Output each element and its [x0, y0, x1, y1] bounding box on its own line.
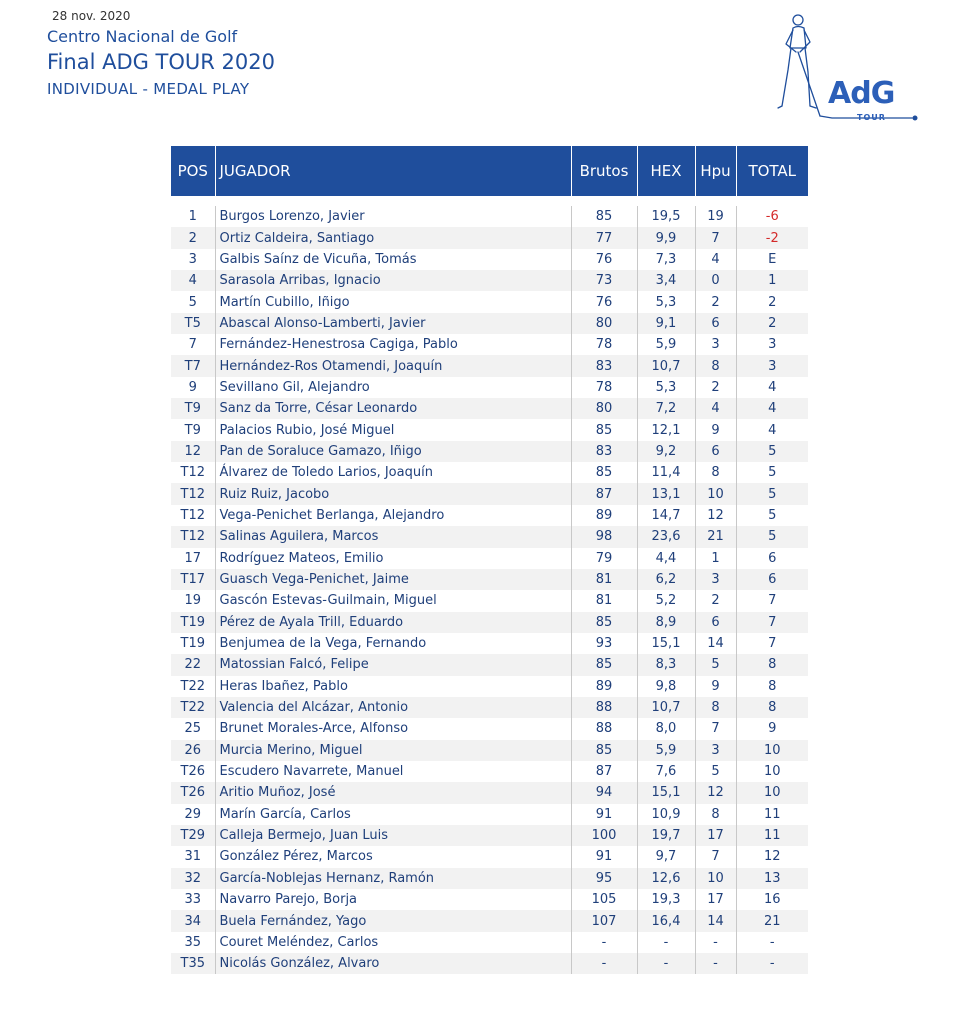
table-row — [171, 654, 808, 675]
hex-cell: 7,6 — [637, 761, 695, 782]
hex-cell: 16,4 — [637, 910, 695, 931]
player-name-cell: Gascón Estevas-Guilmain, Miguel — [215, 590, 571, 611]
total-cell: -6 — [736, 206, 808, 227]
table-row — [171, 249, 808, 270]
brutos-cell: 85 — [571, 462, 637, 483]
total-cell: 16 — [736, 889, 808, 910]
total-cell: 4 — [736, 398, 808, 419]
brutos-cell: 73 — [571, 270, 637, 291]
table-row — [171, 313, 808, 334]
player-name-cell: Navarro Parejo, Borja — [215, 889, 571, 910]
total-cell: 10 — [736, 782, 808, 803]
total-cell: - — [736, 932, 808, 953]
brutos-cell: 79 — [571, 548, 637, 569]
player-name-cell: Martín Cubillo, Iñigo — [215, 291, 571, 312]
total-cell: 11 — [736, 825, 808, 846]
pos-cell: T7 — [171, 355, 215, 376]
table-row — [171, 910, 808, 931]
total-cell: 5 — [736, 526, 808, 547]
hex-cell: 19,5 — [637, 206, 695, 227]
hex-cell: 10,7 — [637, 697, 695, 718]
table-row — [171, 462, 808, 483]
hex-cell: 19,3 — [637, 889, 695, 910]
player-name-cell: Buela Fernández, Yago — [215, 910, 571, 931]
table-row — [171, 612, 808, 633]
total-cell: 2 — [736, 313, 808, 334]
player-name-cell: Murcia Merino, Miguel — [215, 740, 571, 761]
hpu-cell: 2 — [695, 291, 736, 312]
table-row — [171, 334, 808, 355]
brutos-cell: 85 — [571, 654, 637, 675]
brutos-cell: 88 — [571, 718, 637, 739]
hex-cell: 3,4 — [637, 270, 695, 291]
hpu-cell: - — [695, 932, 736, 953]
hpu-cell: 6 — [695, 313, 736, 334]
total-cell: 3 — [736, 334, 808, 355]
brutos-cell: 87 — [571, 761, 637, 782]
table-row — [171, 868, 808, 889]
col-header-hpu: Hpu — [695, 146, 736, 196]
hpu-cell: 1 — [695, 548, 736, 569]
hpu-cell: 0 — [695, 270, 736, 291]
report-date: 28 nov. 2020 — [52, 9, 131, 23]
hpu-cell: 17 — [695, 889, 736, 910]
brutos-cell: 87 — [571, 483, 637, 504]
hpu-cell: - — [695, 953, 736, 974]
table-row — [171, 270, 808, 291]
pos-cell: T12 — [171, 483, 215, 504]
pos-cell: 9 — [171, 377, 215, 398]
brutos-cell: - — [571, 932, 637, 953]
hex-cell: 23,6 — [637, 526, 695, 547]
total-cell: 11 — [736, 804, 808, 825]
hpu-cell: 2 — [695, 377, 736, 398]
table-row — [171, 846, 808, 867]
pos-cell: T17 — [171, 569, 215, 590]
table-row — [171, 505, 808, 526]
table-row — [171, 206, 808, 227]
hex-cell: 15,1 — [637, 782, 695, 803]
total-cell: 2 — [736, 291, 808, 312]
player-name-cell: Marín García, Carlos — [215, 804, 571, 825]
table-row — [171, 398, 808, 419]
pos-cell: 22 — [171, 654, 215, 675]
hpu-cell: 10 — [695, 483, 736, 504]
table-row — [171, 761, 808, 782]
pos-cell: 19 — [171, 590, 215, 611]
pos-cell: T12 — [171, 505, 215, 526]
pos-cell: T22 — [171, 676, 215, 697]
hpu-cell: 17 — [695, 825, 736, 846]
hpu-cell: 21 — [695, 526, 736, 547]
player-name-cell: Abascal Alonso-Lamberti, Javier — [215, 313, 571, 334]
hex-cell: 8,9 — [637, 612, 695, 633]
total-cell: 4 — [736, 377, 808, 398]
brutos-cell: 107 — [571, 910, 637, 931]
brutos-cell: 77 — [571, 227, 637, 248]
hpu-cell: 7 — [695, 846, 736, 867]
table-header-row — [171, 146, 808, 196]
player-name-cell: Valencia del Alcázar, Antonio — [215, 697, 571, 718]
hpu-cell: 12 — [695, 782, 736, 803]
player-name-cell: Rodríguez Mateos, Emilio — [215, 548, 571, 569]
table-row — [171, 740, 808, 761]
brutos-cell: 91 — [571, 804, 637, 825]
venue-name: Centro Nacional de Golf — [47, 27, 238, 46]
total-cell: 8 — [736, 697, 808, 718]
pos-cell: T22 — [171, 697, 215, 718]
hex-cell: 10,9 — [637, 804, 695, 825]
total-cell: E — [736, 249, 808, 270]
player-name-cell: González Pérez, Marcos — [215, 846, 571, 867]
hpu-cell: 8 — [695, 462, 736, 483]
hpu-cell: 9 — [695, 676, 736, 697]
pos-cell: 35 — [171, 932, 215, 953]
brutos-cell: 85 — [571, 740, 637, 761]
hex-cell: 8,0 — [637, 718, 695, 739]
total-cell: 9 — [736, 718, 808, 739]
table-row — [171, 953, 808, 974]
total-cell: 7 — [736, 612, 808, 633]
pos-cell: 2 — [171, 227, 215, 248]
logo-wordmark: AdG — [828, 76, 895, 111]
brutos-cell: 76 — [571, 291, 637, 312]
hex-cell: 11,4 — [637, 462, 695, 483]
pos-cell: 33 — [171, 889, 215, 910]
hex-cell: 5,9 — [637, 740, 695, 761]
hex-cell: 9,2 — [637, 441, 695, 462]
table-row — [171, 889, 808, 910]
hex-cell: 19,7 — [637, 825, 695, 846]
player-name-cell: Ortiz Caldeira, Santiago — [215, 227, 571, 248]
hex-cell: 6,2 — [637, 569, 695, 590]
player-name-cell: Ruiz Ruiz, Jacobo — [215, 483, 571, 504]
total-cell: 4 — [736, 419, 808, 440]
player-name-cell: Brunet Morales-Arce, Alfonso — [215, 718, 571, 739]
table-row — [171, 676, 808, 697]
player-name-cell: Pérez de Ayala Trill, Eduardo — [215, 612, 571, 633]
brutos-cell: 80 — [571, 398, 637, 419]
pos-cell: 29 — [171, 804, 215, 825]
hex-cell: 5,3 — [637, 291, 695, 312]
brutos-cell: 89 — [571, 676, 637, 697]
pos-cell: T26 — [171, 761, 215, 782]
table-row — [171, 548, 808, 569]
pos-cell: 5 — [171, 291, 215, 312]
pos-cell: T29 — [171, 825, 215, 846]
table-row — [171, 804, 808, 825]
hex-cell: - — [637, 953, 695, 974]
player-name-cell: Aritio Muñoz, José — [215, 782, 571, 803]
pos-cell: T19 — [171, 633, 215, 654]
pos-cell: 4 — [171, 270, 215, 291]
total-cell: 13 — [736, 868, 808, 889]
total-cell: 7 — [736, 590, 808, 611]
pos-cell: 25 — [171, 718, 215, 739]
logo-subtitle: TOUR — [857, 113, 886, 122]
table-row — [171, 377, 808, 398]
pos-cell: 1 — [171, 206, 215, 227]
hpu-cell: 8 — [695, 804, 736, 825]
brutos-cell: 83 — [571, 441, 637, 462]
player-name-cell: Hernández-Ros Otamendi, Joaquín — [215, 355, 571, 376]
event-format: INDIVIDUAL - MEDAL PLAY — [47, 80, 250, 98]
brutos-cell: 89 — [571, 505, 637, 526]
hpu-cell: 4 — [695, 249, 736, 270]
table-row — [171, 227, 808, 248]
total-cell: 10 — [736, 740, 808, 761]
hex-cell: 9,9 — [637, 227, 695, 248]
player-name-cell: Vega-Penichet Berlanga, Alejandro — [215, 505, 571, 526]
hex-cell: 7,2 — [637, 398, 695, 419]
hex-cell: 4,4 — [637, 548, 695, 569]
col-header-brutos: Brutos — [571, 146, 637, 196]
hpu-cell: 7 — [695, 227, 736, 248]
hpu-cell: 5 — [695, 761, 736, 782]
leaderboard-table — [171, 146, 808, 974]
brutos-cell: 98 — [571, 526, 637, 547]
hpu-cell: 14 — [695, 910, 736, 931]
hex-cell: 5,2 — [637, 590, 695, 611]
total-cell: 8 — [736, 654, 808, 675]
table-row — [171, 483, 808, 504]
hpu-cell: 8 — [695, 697, 736, 718]
hex-cell: 13,1 — [637, 483, 695, 504]
player-name-cell: Sarasola Arribas, Ignacio — [215, 270, 571, 291]
total-cell: -2 — [736, 227, 808, 248]
hex-cell: - — [637, 932, 695, 953]
pos-cell: T26 — [171, 782, 215, 803]
pos-cell: T9 — [171, 398, 215, 419]
hpu-cell: 3 — [695, 569, 736, 590]
player-name-cell: Couret Meléndez, Carlos — [215, 932, 571, 953]
player-name-cell: Heras Ibañez, Pablo — [215, 676, 571, 697]
table-row — [171, 825, 808, 846]
brutos-cell: 91 — [571, 846, 637, 867]
player-name-cell: Calleja Bermejo, Juan Luis — [215, 825, 571, 846]
hpu-cell: 6 — [695, 441, 736, 462]
brutos-cell: 85 — [571, 419, 637, 440]
player-name-cell: Fernández-Henestrosa Cagiga, Pablo — [215, 334, 571, 355]
brutos-cell: 81 — [571, 569, 637, 590]
table-row — [171, 526, 808, 547]
pos-cell: T5 — [171, 313, 215, 334]
pos-cell: T9 — [171, 419, 215, 440]
hpu-cell: 10 — [695, 868, 736, 889]
hpu-cell: 3 — [695, 334, 736, 355]
table-row — [171, 569, 808, 590]
player-name-cell: Salinas Aguilera, Marcos — [215, 526, 571, 547]
brutos-cell: 83 — [571, 355, 637, 376]
player-name-cell: Nicolás González, Alvaro — [215, 953, 571, 974]
table-row — [171, 633, 808, 654]
col-header-hex: HEX — [637, 146, 695, 196]
header-spacer — [171, 196, 808, 206]
table-row — [171, 291, 808, 312]
hex-cell: 5,9 — [637, 334, 695, 355]
hex-cell: 10,7 — [637, 355, 695, 376]
total-cell: - — [736, 953, 808, 974]
brutos-cell: 85 — [571, 206, 637, 227]
hpu-cell: 7 — [695, 718, 736, 739]
table-row — [171, 932, 808, 953]
total-cell: 12 — [736, 846, 808, 867]
pos-cell: T35 — [171, 953, 215, 974]
player-name-cell: Matossian Falcó, Felipe — [215, 654, 571, 675]
hex-cell: 15,1 — [637, 633, 695, 654]
brutos-cell: 105 — [571, 889, 637, 910]
brutos-cell: 81 — [571, 590, 637, 611]
player-name-cell: Palacios Rubio, José Miguel — [215, 419, 571, 440]
pos-cell: 17 — [171, 548, 215, 569]
hpu-cell: 9 — [695, 419, 736, 440]
hpu-cell: 4 — [695, 398, 736, 419]
col-header-jugador: JUGADOR — [215, 146, 571, 196]
brutos-cell: 94 — [571, 782, 637, 803]
hpu-cell: 3 — [695, 740, 736, 761]
pos-cell: 12 — [171, 441, 215, 462]
table-row — [171, 718, 808, 739]
pos-cell: T19 — [171, 612, 215, 633]
total-cell: 5 — [736, 483, 808, 504]
hpu-cell: 2 — [695, 590, 736, 611]
total-cell: 8 — [736, 676, 808, 697]
brutos-cell: 93 — [571, 633, 637, 654]
pos-cell: 34 — [171, 910, 215, 931]
total-cell: 6 — [736, 569, 808, 590]
total-cell: 5 — [736, 505, 808, 526]
event-title: Final ADG TOUR 2020 — [47, 50, 275, 74]
hpu-cell: 19 — [695, 206, 736, 227]
total-cell: 10 — [736, 761, 808, 782]
brutos-cell: 78 — [571, 334, 637, 355]
brutos-cell: - — [571, 953, 637, 974]
col-header-total: TOTAL — [736, 146, 808, 196]
hex-cell: 14,7 — [637, 505, 695, 526]
hex-cell: 9,8 — [637, 676, 695, 697]
brutos-cell: 78 — [571, 377, 637, 398]
player-name-cell: García-Noblejas Hernanz, Ramón — [215, 868, 571, 889]
player-name-cell: Escudero Navarrete, Manuel — [215, 761, 571, 782]
pos-cell: T12 — [171, 462, 215, 483]
hpu-cell: 8 — [695, 355, 736, 376]
hex-cell: 5,3 — [637, 377, 695, 398]
hpu-cell: 5 — [695, 654, 736, 675]
pos-cell: T12 — [171, 526, 215, 547]
hpu-cell: 14 — [695, 633, 736, 654]
hex-cell: 12,1 — [637, 419, 695, 440]
table-row — [171, 590, 808, 611]
player-name-cell: Sanz da Torre, César Leonardo — [215, 398, 571, 419]
hex-cell: 9,1 — [637, 313, 695, 334]
player-name-cell: Sevillano Gil, Alejandro — [215, 377, 571, 398]
table-row — [171, 697, 808, 718]
table-row — [171, 441, 808, 462]
brutos-cell: 100 — [571, 825, 637, 846]
pos-cell: 3 — [171, 249, 215, 270]
player-name-cell: Burgos Lorenzo, Javier — [215, 206, 571, 227]
player-name-cell: Benjumea de la Vega, Fernando — [215, 633, 571, 654]
hpu-cell: 6 — [695, 612, 736, 633]
pos-cell: 31 — [171, 846, 215, 867]
table-row — [171, 419, 808, 440]
table-row — [171, 782, 808, 803]
brutos-cell: 80 — [571, 313, 637, 334]
pos-cell: 26 — [171, 740, 215, 761]
pos-cell: 32 — [171, 868, 215, 889]
hex-cell: 8,3 — [637, 654, 695, 675]
total-cell: 5 — [736, 462, 808, 483]
brutos-cell: 85 — [571, 612, 637, 633]
pos-cell: 7 — [171, 334, 215, 355]
hex-cell: 9,7 — [637, 846, 695, 867]
total-cell: 21 — [736, 910, 808, 931]
player-name-cell: Galbis Saínz de Vicuña, Tomás — [215, 249, 571, 270]
hex-cell: 7,3 — [637, 249, 695, 270]
hex-cell: 12,6 — [637, 868, 695, 889]
brutos-cell: 88 — [571, 697, 637, 718]
brutos-cell: 76 — [571, 249, 637, 270]
table-row — [171, 355, 808, 376]
hpu-cell: 12 — [695, 505, 736, 526]
total-cell: 5 — [736, 441, 808, 462]
player-name-cell: Álvarez de Toledo Larios, Joaquín — [215, 462, 571, 483]
col-header-pos: POS — [171, 146, 215, 196]
player-name-cell: Pan de Soraluce Gamazo, Iñigo — [215, 441, 571, 462]
brutos-cell: 95 — [571, 868, 637, 889]
total-cell: 3 — [736, 355, 808, 376]
total-cell: 1 — [736, 270, 808, 291]
total-cell: 6 — [736, 548, 808, 569]
player-name-cell: Guasch Vega-Penichet, Jaime — [215, 569, 571, 590]
total-cell: 7 — [736, 633, 808, 654]
